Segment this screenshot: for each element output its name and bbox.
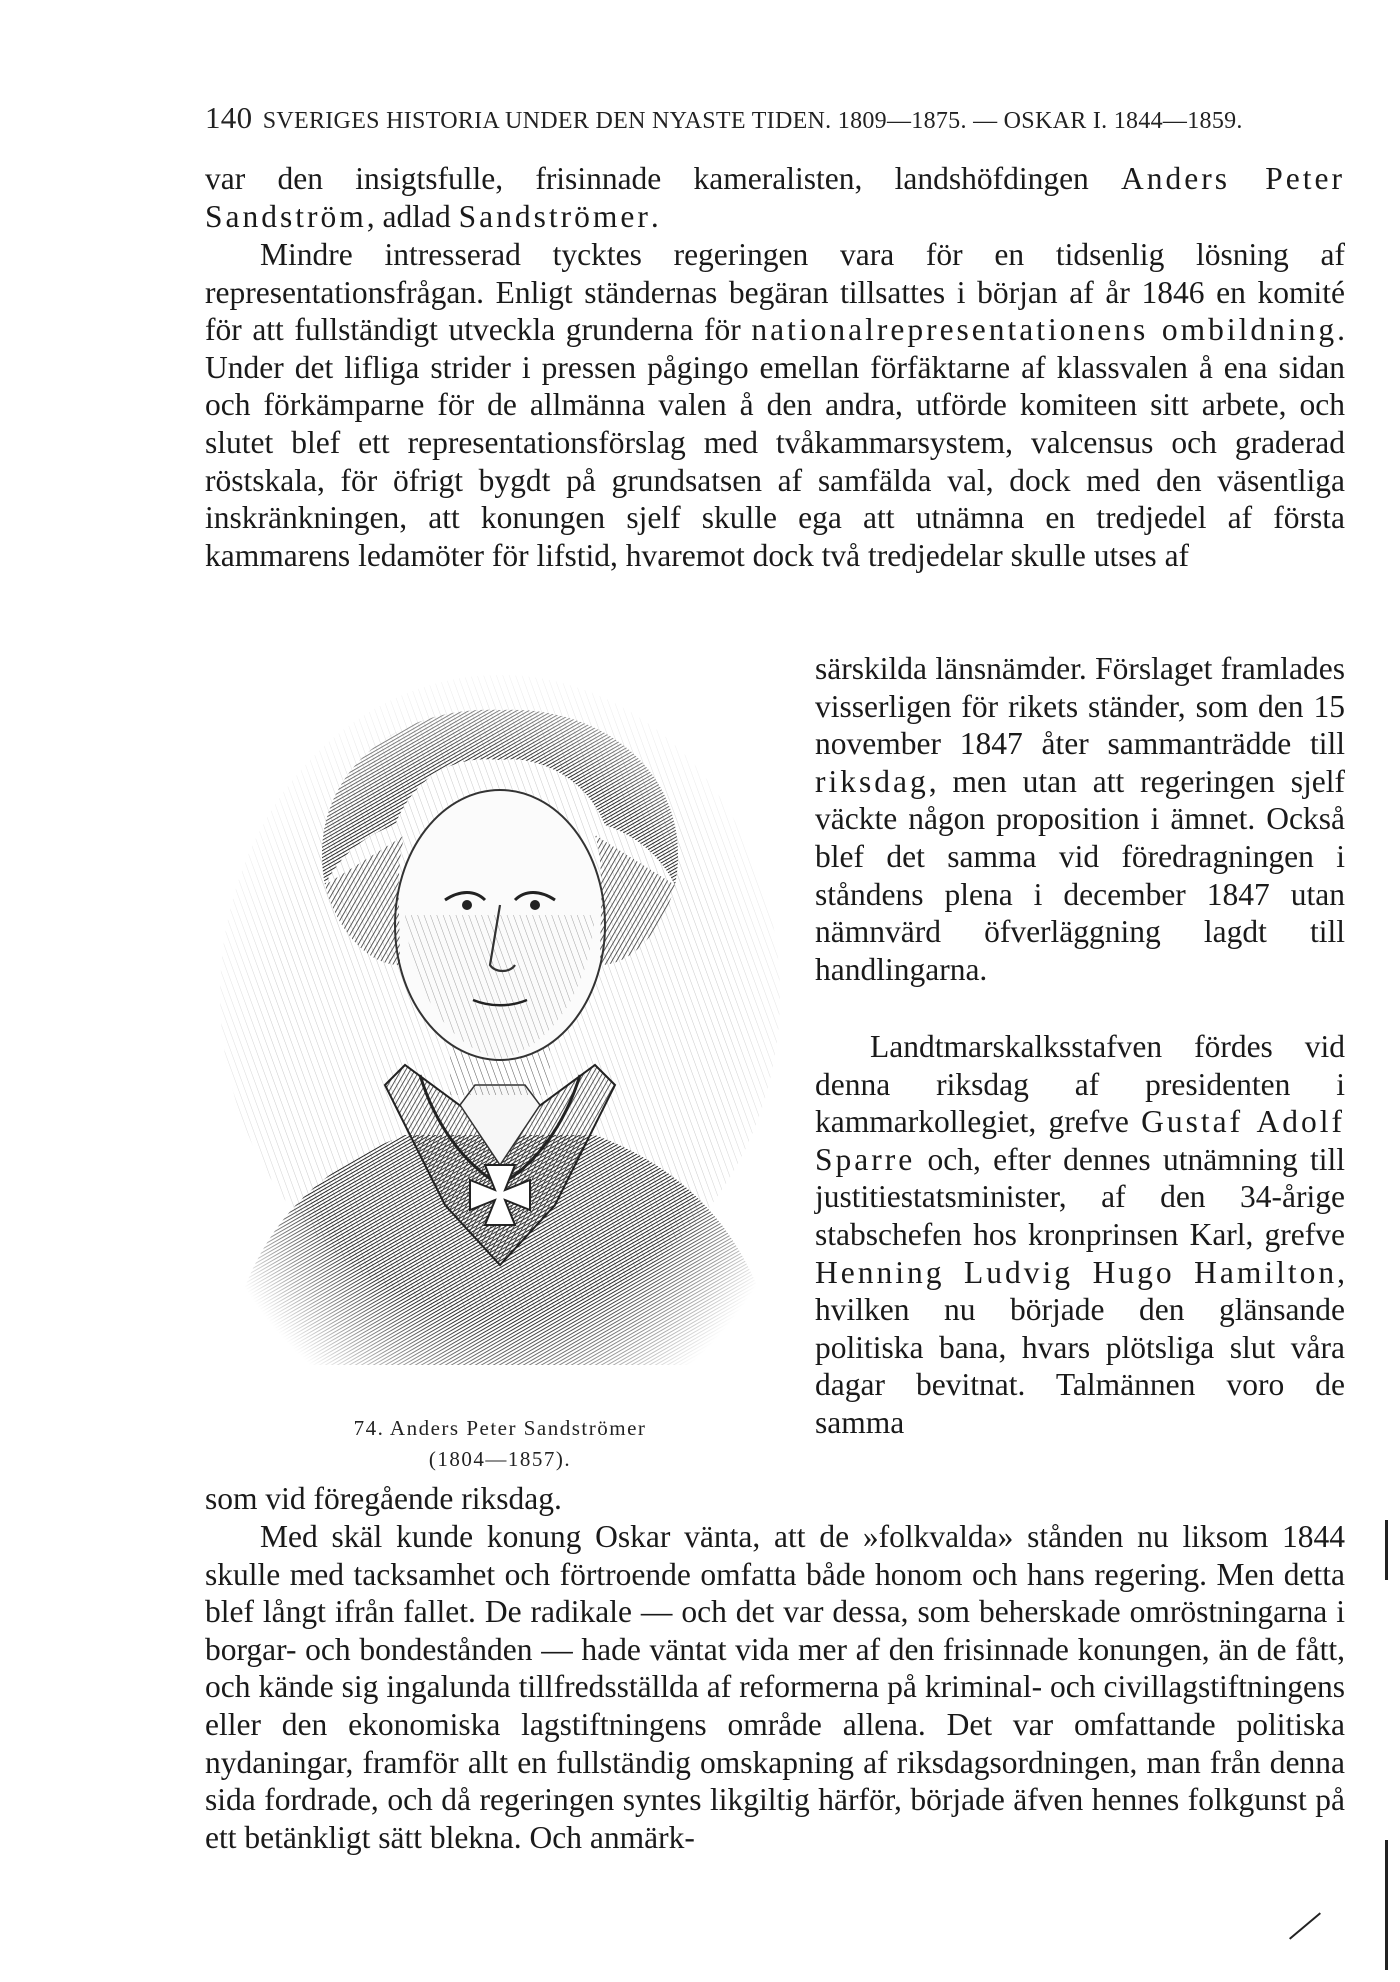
person-name: Gustaf Adolf Sparre <box>815 1104 1345 1177</box>
figure-caption-dates: (1804—1857). <box>428 1447 572 1471</box>
paragraph-intro: var den insigtsfulle, frisinnade kameralisten, landshöfdingen Anders Peter Sandström, adlad Sandströmer. <box>205 161 1345 234</box>
column-paragraph-2: Landtmarskalksstafven fördes vid denna riksdag af presidenten i kammarkollegiet, grefve Gustaf Adolf Sparre och, efter dennes utnämning till justitiestatsminister, af den 34-årige stabschefen hos kronprinsen Karl, grefve Henning Ludvig Hugo Hamilton, hvilken nu började den glänsande politiska bana, hvars plötsliga slut våra dagar bevitnat. Talmännen voro de samma <box>815 1029 1345 1440</box>
figure-caption: 74. Anders Peter Sandströmer <box>353 1416 647 1440</box>
emphasized-term: nationalrepresentationens ombildning <box>751 312 1338 348</box>
page-number: 140 <box>205 100 253 135</box>
person-name: Anders Peter Sandström <box>205 161 1345 234</box>
paragraph-continuation: som vid föregående riksdag. <box>205 1481 562 1516</box>
person-name: Sandströmer <box>458 198 651 234</box>
scan-margin-mark <box>1385 1520 1388 1580</box>
paragraph-oskar: Med skäl kunde konung Oskar vänta, att de »folkvalda» stånden nu liksom 1844 skulle med tacksamhet och förtroende omfatta både honom och hans regering. Men detta blef långt ifrån fallet. De radikale — och det var dessa, som beherskade omröstningarna i borgar- och bondestånden — hade väntat vida mer af den frisinnade konungen, än de fått, och kände sig ingalunda tillfredsställda af reformerna på kriminal- och civillagstiftningens eller den ekonomiska lagstiftningens område allena. Det var omfattande politiska nydaningar, framför allt en fullständig omskapning af riksdagsordningen, man från denna sida fordrade, och då regeringen syntes likgiltig härför, började äfven hennes folkgunst på ett betänkligt sätt blekna. Och anmärk- <box>205 1519 1345 1855</box>
emphasized-term: riksdag <box>815 763 929 799</box>
running-title: SVERIGES HISTORIA UNDER DEN NYASTE TIDEN. 1809—1875. — OSKAR I. 1844—1859. <box>262 108 1243 134</box>
column-paragraph-1: särskilda länsnämder. Förslaget framlades visserligen för rikets ständer, som den 15 november 1847 åter sammanträdde till riksdag, men utan att regeringen sjelf väckte någon proposition i ämnet. Också blef det samma vid föredragningen i ståndens plena i december 1847 utan nämnvärd öfverläggning lagdt till handlingarna. <box>815 651 1345 987</box>
person-name: Henning Ludvig Hugo Hamilton <box>815 1254 1338 1290</box>
scan-pen-mark <box>1289 1912 1321 1939</box>
scan-margin-mark <box>1385 1840 1388 1970</box>
running-header <box>205 100 1345 136</box>
portrait-engraving <box>205 665 795 1390</box>
paragraph-representation: Mindre intresserad tycktes regeringen vara för en tidsenlig lösning af representationsfrågan. Enligt ständernas begäran tillsattes i början af år 1846 en komité för att fullständigt utveckla grunderna för nationalrepresentationens ombildning. Under det lifliga strider i pressen pågingo emellan förfäktarne af klassvalen å ena sidan och förkämparne för de allmänna valen å den andra, utförde komiteen sitt arbete, och slutet blef ett representationsförslag med tvåkammarsystem, valcensus och graderad röstskala, för öfrigt bygdt på grundsatsen af samfälda val, dock med den väsentliga inskränkningen, att konungen sjelf skulle ega att utnämna en tredjedel af första kammarens ledamöter för lifstid, hvaremot dock två tredjedelar skulle utses af <box>205 237 1345 573</box>
